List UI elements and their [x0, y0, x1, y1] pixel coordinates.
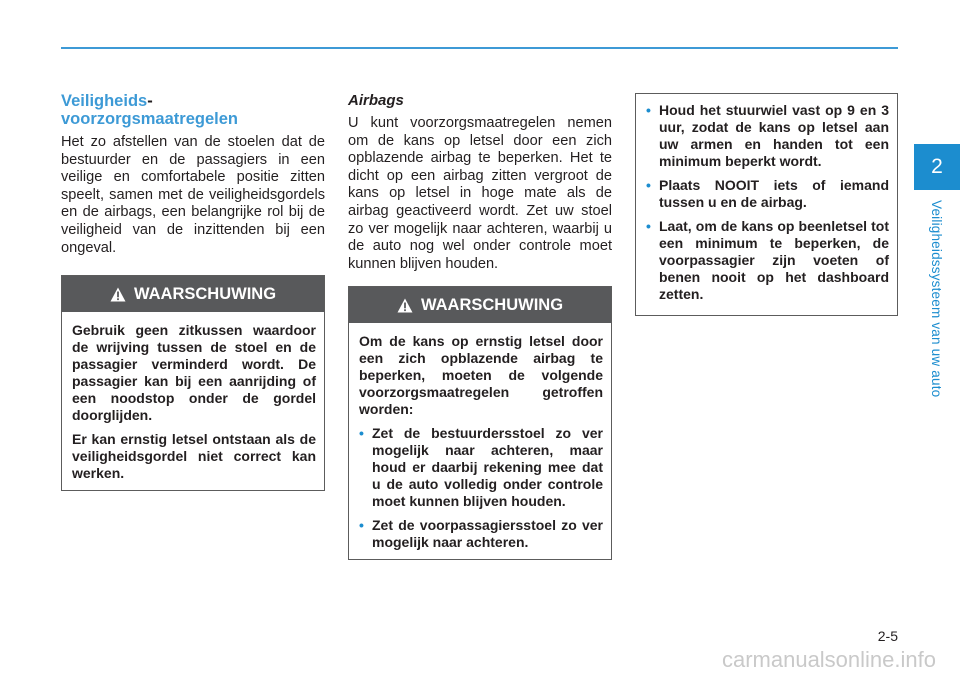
warning-bullet-list — [646, 102, 889, 303]
chapter-number: 2 — [931, 155, 943, 178]
warning-triangle-icon — [110, 287, 126, 302]
section-heading-dash: - — [147, 92, 153, 110]
bullet-icon: • — [359, 425, 364, 442]
warning-intro: Om de kans op ernstig letsel door een zich opblazende airbag te beperken, moeten de volgende voorzorgsmaatregelen getroffen worden: — [359, 333, 603, 418]
warning-paragraph: Er kan ernstig letsel ontstaan als de veiligheidsgordel niet correct kan werken. — [72, 431, 316, 482]
warning-title: WAARSCHUWING — [133, 284, 277, 303]
list-item — [646, 177, 889, 211]
airbags-body-text: U kunt voorzorgsmaatregelen nemen om de kans op letsel door een zich opblazende airbag te beperken. Het te dicht op een airbag zitten vergroot de kans op letsel in hoge mate als de airbag geactiveerd wordt. Zet uw stoel zo ver mogelijk naar achteren, waarbij u de auto nog wel onder controle moet kunnen blijven houden. — [348, 115, 612, 272]
warning-header — [62, 276, 324, 312]
column-warning-continued — [635, 93, 898, 316]
warning-box-continued — [635, 93, 898, 316]
warning-box — [61, 275, 325, 491]
list-item — [646, 218, 889, 303]
section-heading-part1: Veiligheids — [61, 92, 148, 110]
list-item — [359, 517, 603, 551]
list-item-text: Zet de bestuurdersstoel zo ver mogelijk naar achteren, maar houd er daarbij rekening mee dat u de auto volledig onder controle moet kunnen blijven houden. — [372, 425, 603, 510]
column-airbags — [348, 92, 612, 560]
list-item-text: Houd het stuurwiel vast op 9 en 3 uur, zodat de kans op letsel aan uw armen en handen tot een minimum beperkt wordt. — [659, 102, 889, 169]
bullet-icon: • — [646, 102, 651, 118]
warning-title: WAARSCHUWING — [420, 295, 564, 314]
list-item-text: Laat, om de kans op beenletsel tot een minimum te beperken, de voorpassagier zijn voeten of benen nooit op het dashboard zetten. — [659, 218, 889, 302]
section-body-text: Het zo afstellen van de stoelen dat de bestuurder en de passagiers in een veilige en comfortabele positie zitten speelt, samen met de veiligheidsgordels en de airbags, een belangrijke rol bij de veiligheid van de inzittenden bij een ongeval. — [61, 134, 325, 256]
warning-header — [349, 287, 611, 323]
bullet-icon: • — [646, 218, 651, 234]
header-rule — [61, 47, 898, 49]
warning-paragraph: Gebruik geen zitkussen waardoor de wrijving tussen de stoel en de passagier verminderd wordt. De passagier kan bij een aanrijding of een noodstop onder de gordel doorglijden. — [72, 322, 316, 424]
list-item — [646, 102, 889, 170]
warning-body — [349, 323, 611, 559]
watermark: carmanualsonline.info — [721, 647, 936, 672]
warning-body — [636, 94, 897, 315]
warning-body — [62, 312, 324, 490]
section-heading — [61, 92, 325, 128]
bullet-icon: • — [646, 177, 651, 193]
chapter-title: Veiligheidssysteem van uw auto — [929, 200, 944, 398]
column-safety-precautions — [61, 92, 325, 491]
list-item-text: Zet de voorpassagiersstoel zo ver mogelijk naar achteren. — [372, 517, 603, 551]
warning-triangle-icon — [397, 298, 413, 313]
warning-bullet-list — [359, 425, 603, 551]
airbags-heading: Airbags — [348, 92, 404, 109]
list-item-text: Plaats NOOIT iets of iemand tussen u en de airbag. — [659, 177, 889, 210]
chapter-tab — [914, 144, 960, 190]
section-heading-part2: voorzorgsmaatregelen — [61, 110, 238, 128]
warning-box — [348, 286, 612, 560]
list-item — [359, 425, 603, 510]
page-number: 2-5 — [877, 628, 898, 644]
bullet-icon: • — [359, 517, 364, 534]
